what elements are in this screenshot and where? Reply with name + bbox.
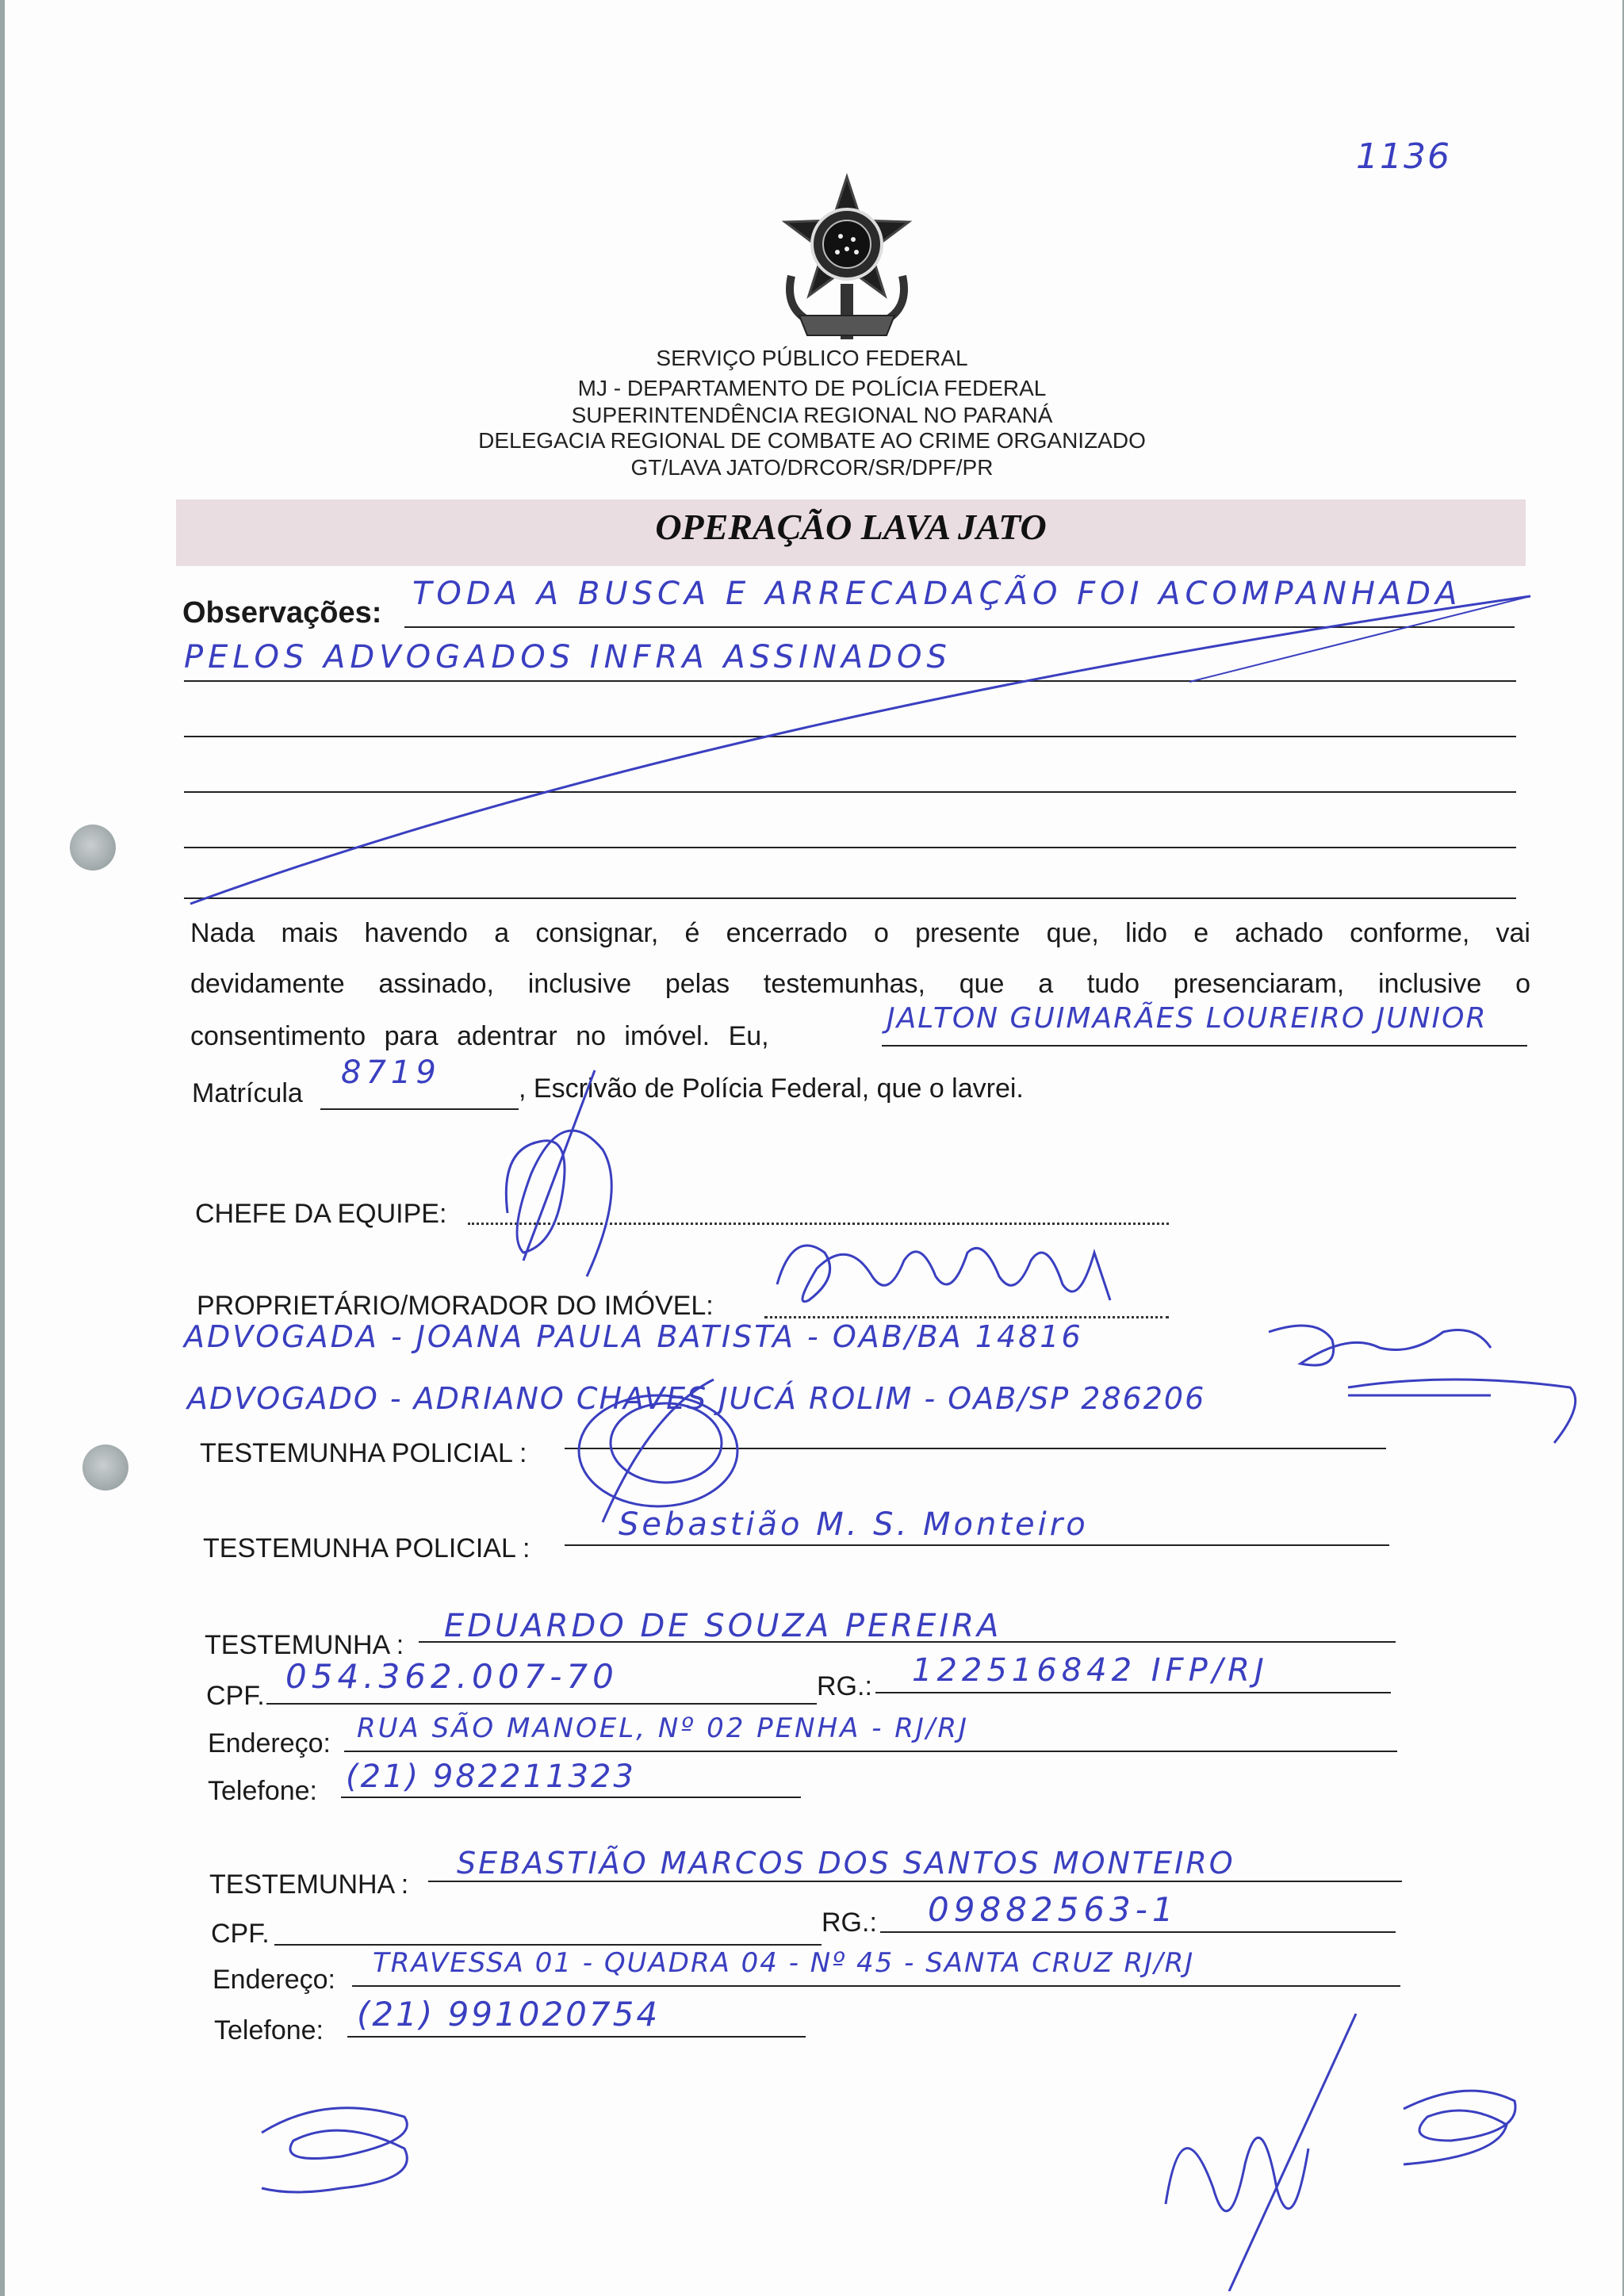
proprietario-label: PROPRIETÁRIO/MORADOR DO IMÓVEL: — [197, 1291, 714, 1321]
escrivao-name: JALTON GUIMARÃES LOUREIRO JUNIOR — [887, 1002, 1488, 1035]
testemunha-policial-2-label: TESTEMUNHA POLICIAL : — [203, 1533, 530, 1563]
operation-title: OPERAÇÃO LAVA JATO — [655, 507, 1047, 547]
testemunha-1-endereco: RUA SÃO MANOEL, Nº 02 PENHA - RJ/RJ — [357, 1712, 970, 1744]
signature-chefe-equipe — [476, 1054, 650, 1292]
testemunha-1-rg-rule — [875, 1692, 1391, 1693]
testemunha-1-rg-label: RG.: — [817, 1671, 872, 1701]
header-line-5: GT/LAVA JATO/DRCOR/SR/DPF/PR — [630, 455, 994, 480]
testemunha-2-rg-label: RG.: — [822, 1908, 877, 1938]
testemunha-1-label: TESTEMUNHA : — [205, 1630, 404, 1660]
initials-bottom-left — [246, 2085, 428, 2204]
chefe-equipe-label: CHEFE DA EQUIPE: — [195, 1199, 447, 1229]
testemunha-2-cpf-label: CPF. — [211, 1919, 270, 1949]
testemunha-1-endereco-label: Endereço: — [208, 1728, 331, 1758]
testemunha-1-telefone: (21) 982211323 — [346, 1758, 636, 1795]
signature-proprietario — [761, 1221, 1142, 1324]
signature-advogada — [1253, 1300, 1602, 1459]
advogada-line: ADVOGADA - JOANA PAULA BATISTA - OAB/BA 14816 — [184, 1319, 1083, 1354]
punch-hole-bottom — [82, 1445, 128, 1490]
testemunha-2-label: TESTEMUNHA : — [209, 1869, 409, 1900]
testemunha-2-endereco-rule — [352, 1985, 1400, 1987]
initials-bottom-right — [1150, 2006, 1530, 2291]
advogado-line: ADVOGADO - ADRIANO CHAVES JUCÁ ROLIM - OAB/SP 286206 — [187, 1381, 1206, 1416]
escrivao-suffix: , Escrivão de Polícia Federal, que o lavrei. — [519, 1073, 1024, 1104]
testemunha-2-rg: 09882563-1 — [928, 1890, 1178, 1929]
testemunha-2-endereco: TRAVESSA 01 - QUADRA 04 - Nº 45 - SANTA CRUZ RJ/RJ — [373, 1947, 1195, 1979]
matricula-value: 8719 — [341, 1054, 441, 1091]
cancel-strike-line — [0, 0, 1624, 951]
header-line-4: DELEGACIA REGIONAL DE COMBATE AO CRIME ORGANIZADO — [478, 428, 1146, 453]
testemunha-2-telefone-rule — [347, 2036, 806, 2038]
testemunha-policial-1-label: TESTEMUNHA POLICIAL : — [200, 1438, 527, 1468]
testemunha-policial-2-rule — [565, 1544, 1389, 1546]
testemunha-1-cpf: 054.362.007-70 — [285, 1657, 619, 1696]
header-line-2: MJ - DEPARTAMENTO DE POLÍCIA FEDERAL — [577, 376, 1047, 400]
closing-paragraph-line-3: consentimento para adentrar no imóvel. Eu, — [190, 1021, 769, 1051]
testemunha-2-name-rule — [428, 1881, 1402, 1882]
testemunha-1-telefone-rule — [341, 1797, 801, 1798]
closing-paragraph-line-1: Nada mais havendo a consignar, é encerrado o presente que, lido e achado conforme, vai — [190, 918, 1530, 948]
testemunha-2-telefone: (21) 991020754 — [357, 1995, 661, 2034]
testemunha-1-cpf-label: CPF. — [206, 1681, 265, 1711]
testemunha-1-name: EDUARDO DE SOUZA PEREIRA — [444, 1608, 1002, 1644]
testemunha-1-endereco-rule — [344, 1751, 1397, 1752]
observacoes-label: Observações: — [182, 596, 382, 629]
testemunha-2-endereco-label: Endereço: — [213, 1965, 335, 1995]
header-line-3: SUPERINTENDÊNCIA REGIONAL NO PARANÁ — [571, 403, 1053, 427]
observacoes-line-1: TODA A BUSCA E ARRECADAÇÃO FOI ACOMPANHADA — [412, 576, 1462, 612]
header-line-1: SERVIÇO PÚBLICO FEDERAL — [656, 346, 968, 370]
escrivao-name-rule — [882, 1045, 1527, 1047]
testemunha-2-telefone-label: Telefone: — [214, 2015, 324, 2045]
observacoes-line-2: PELOS ADVOGADOS INFRA ASSINADOS — [184, 639, 952, 675]
testemunha-1-name-rule — [419, 1641, 1396, 1643]
matricula-label: Matrícula — [192, 1078, 303, 1108]
testemunha-2-cpf-rule — [274, 1944, 822, 1946]
testemunha-2-name: SEBASTIÃO MARCOS DOS SANTOS MONTEIRO — [457, 1846, 1235, 1881]
testemunha-1-cpf-rule — [266, 1703, 817, 1705]
signature-testemunha-policial — [555, 1364, 761, 1538]
testemunha-1-rg: 122516842 IFP/RJ — [912, 1652, 1269, 1689]
testemunha-policial-2-value: Sebastião M. S. Monteiro — [619, 1506, 1089, 1543]
page-number: 1136 — [1356, 136, 1451, 177]
testemunha-2-rg-rule — [880, 1931, 1396, 1933]
closing-paragraph-line-2: devidamente assinado, inclusive pelas testemunhas, que a tudo presenciaram, inclusive o — [190, 969, 1530, 999]
testemunha-1-telefone-label: Telefone: — [208, 1776, 317, 1806]
